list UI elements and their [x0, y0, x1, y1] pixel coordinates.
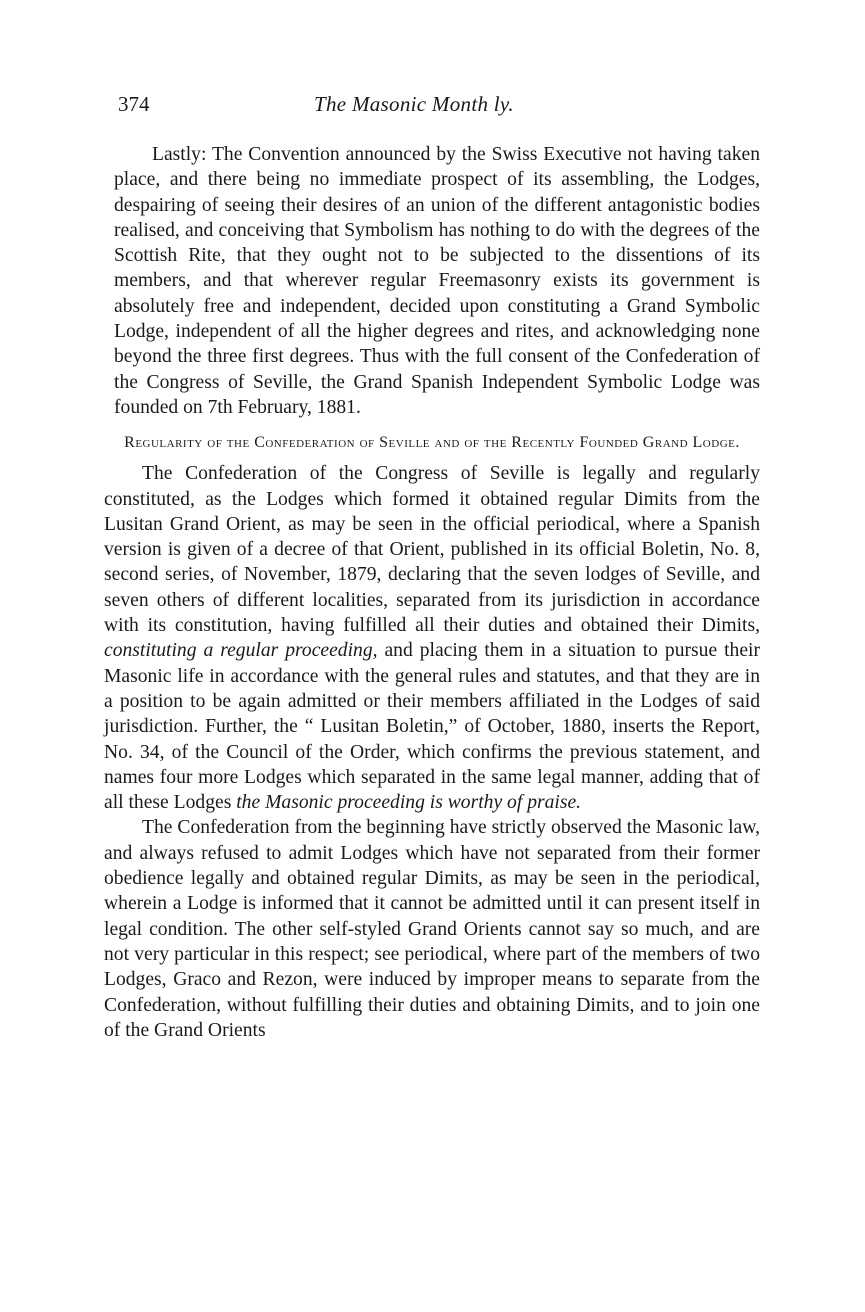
paragraph-regularity [104, 461, 760, 815]
italic-phrase-worthy-of-praise: the Masonic proceeding is worthy of praise. [236, 792, 582, 814]
section-heading: Regularity of the Confederation of Seville and of the Recently Founded Grand Lodge. [124, 434, 740, 452]
paragraph-confederation-law: The Confederation from the beginning have strictly observed the Masonic law, and always refused to admit Lodges which have not separated from their former obedience legally and obtained regular Dimits, as may be seen in the periodical, wherein a Lodge is informed that it cannot be admitted until it can present itself in legal condition. The other self-styled Grand Orients cannot say so much, and are not very particular in this respect; see periodical, where part of the members of two Lodges, Graco and Rezon, were induced by improper means to separate from the Confederation, without fulfilling their duties and obtaining Dimits, and to join one of the Grand Orients [104, 817, 760, 1041]
paragraph-regularity-part-1: The Confederation of the Congress of Seville is legally and regularly constituted, as the Lodges which formed it obtained regular Dimits from the Lusitan Grand Orient, as may be seen in the official periodical, where a Spanish version is given of a decree of that Orient, published in its official Boletin, No. 8, second series, of November, 1879, declaring that the seven lodges of Seville, and seven others of different localities, separated from its jurisdiction in accordance with its constitution, having fulfilled all their duties and obtained their Dimits, [104, 463, 760, 637]
running-head [104, 92, 760, 126]
paragraph-lastly: Lastly: The Convention announced by the Swiss Executive not having taken place, and there being no immediate prospect of its assembling, the Lodges, despairing of seeing their desires of an union of the different antagonistic bodies realised, and conceiving that Symbolism has nothing to do with the degrees of the Scottish Rite, that they ought not to be subjected to the dissentions of its members, and that wherever regular Freemasonry exists its government is absolutely free and independent, decided upon constituting a Grand Symbolic Lodge, independent of all the higher degrees and rites, and acknowledging none beyond the three first degrees. Thus with the full consent of the Confederation of the Congress of Seville, the Grand Spanish Independent Symbolic Lodge was founded on 7th February, 1881. [114, 144, 760, 418]
page-number: 374 [118, 92, 150, 116]
page [104, 92, 760, 1043]
journal-title: The Masonic Month ly. [314, 92, 514, 116]
italic-phrase-regular-proceeding: constituting a regular proceeding, [104, 640, 378, 662]
paragraph-regularity-part-2: and placing them in a situation to pursue their Masonic life in accordance with the general rules and statutes, and that they are in a position to be again admitted or their members affiliated in the Lodges of said jurisdiction. Further, the “ Lusitan Boletin,” of October, 1880, inserts the Report, No. 34, of the Council of the Order, which confirms the previous statement, and names four more Lodges which separated in the same legal manner, adding that of all these Lodges [104, 640, 760, 814]
